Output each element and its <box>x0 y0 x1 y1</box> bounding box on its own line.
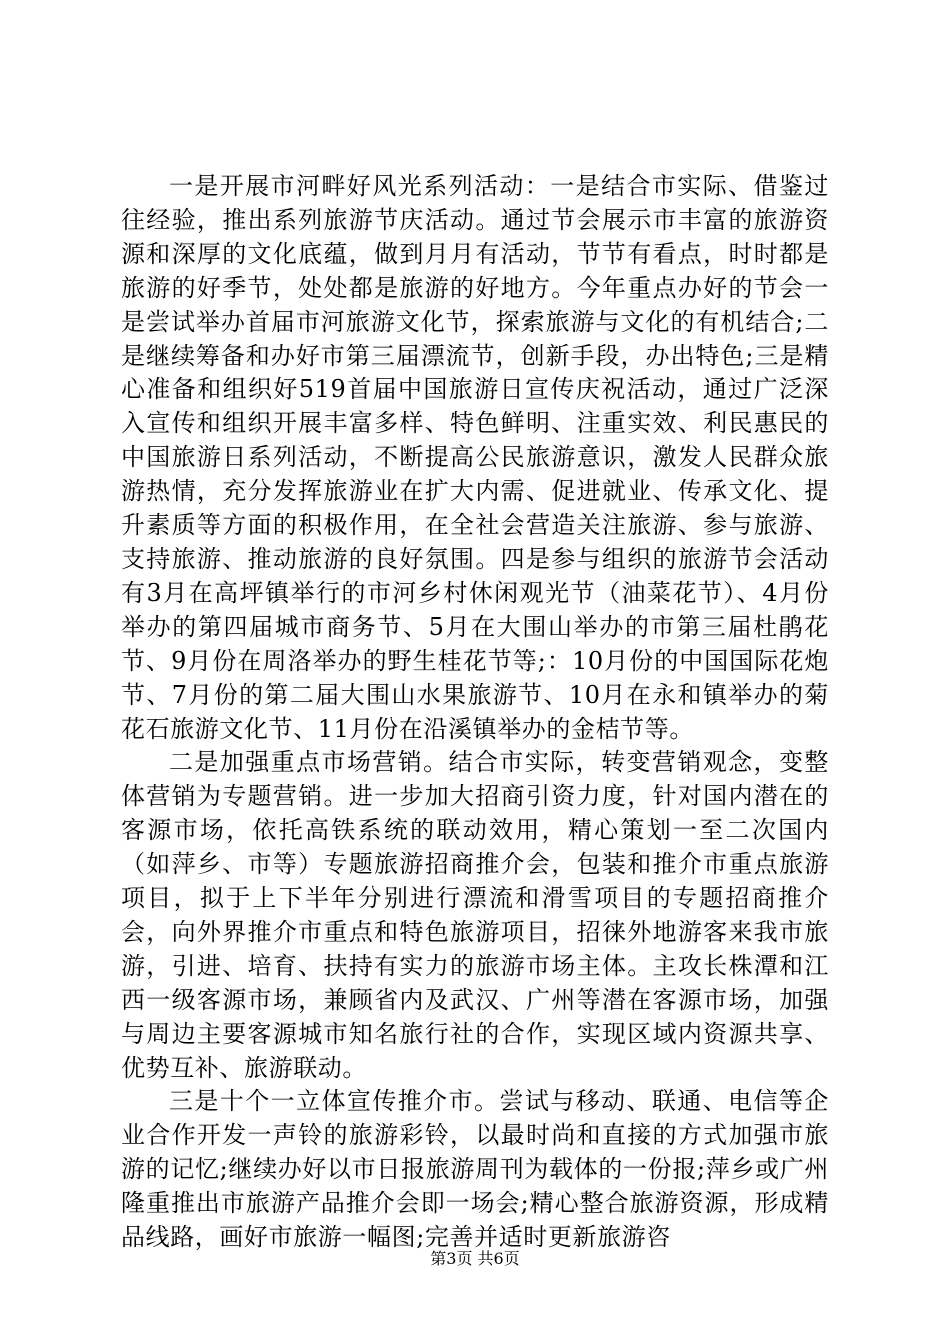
paragraph-1: 一是开展市河畔好风光系列活动：一是结合市实际、借鉴过往经验，推出系列旅游节庆活动。通过节会展示市丰富的旅游资源和深厚的文化底蕴，做到月月有活动，节节有看点，时时都是旅游的好季节，处处都是旅游的好地方。今年重点办好的节会一是尝试举办首届市河旅游文化节，探索旅游与文化的有机结合;二是继续筹备和办好市第三届漂流节，创新手段，办出特色;三是精心准备和组织好519首届中国旅游日宣传庆祝活动，通过广泛深入宣传和组织开展丰富多样、特色鲜明、注重实效、利民惠民的中国旅游日系列活动，不断提高公民旅游意识，激发人民群众旅游热情，充分发挥旅游业在扩大内需、促进就业、传承文化、提升素质等方面的积极作用，在全社会营造关注旅游、参与旅游、支持旅游、推动旅游的良好氛围。四是参与组织的旅游节会活动有3月在高坪镇举行的市河乡村休闲观光节（油菜花节）、4月份举办的第四届城市商务节、5月在大围山举办的市第三届杜鹃花节、9月份在周洛举办的野生桂花节等;：10月份的中国国际花炮节、7月份的第二届大围山水果旅游节、10月在永和镇举办的菊花石旅游文化节、11月份在沿溪镇举办的金桔节等。 <box>121 172 829 743</box>
paragraph-3: 三是十个一立体宣传推介市。尝试与移动、联通、电信等企业合作开发一声铃的旅游彩铃，以最时尚和直接的方式加强市旅游的记忆;继续办好以市日报旅游周刊为载体的一份报;萍乡或广州隆重推出市旅游产品推介会即一场会;精心整合旅游资源，形成精品线路，画好市旅游一幅图;完善并适时更新旅游咨 <box>121 1087 829 1252</box>
document-body <box>121 170 829 1255</box>
page-number: 第3页 共6页 <box>430 1249 520 1268</box>
paragraph-2: 二是加强重点市场营销。结合市实际，转变营销观念，变整体营销为专题营销。进一步加大招商引资力度，针对国内潜在的客源市场，依托高铁系统的联动效用，精心策划一至二次国内（如萍乡、市等）专题旅游招商推介会，包装和推介市重点旅游项目，拟于上下半年分别进行漂流和滑雪项目的专题招商推介会，向外界推介市重点和特色旅游项目，招徕外地游客来我市旅游，引进、培育、扶持有实力的旅游市场主体。主攻长株潭和江西一级客源市场，兼顾省内及武汉、广州等潜在客源市场，加强与周边主要客源城市知名旅行社的合作，实现区域内资源共享、优势互补、旅游联动。 <box>121 748 829 1082</box>
